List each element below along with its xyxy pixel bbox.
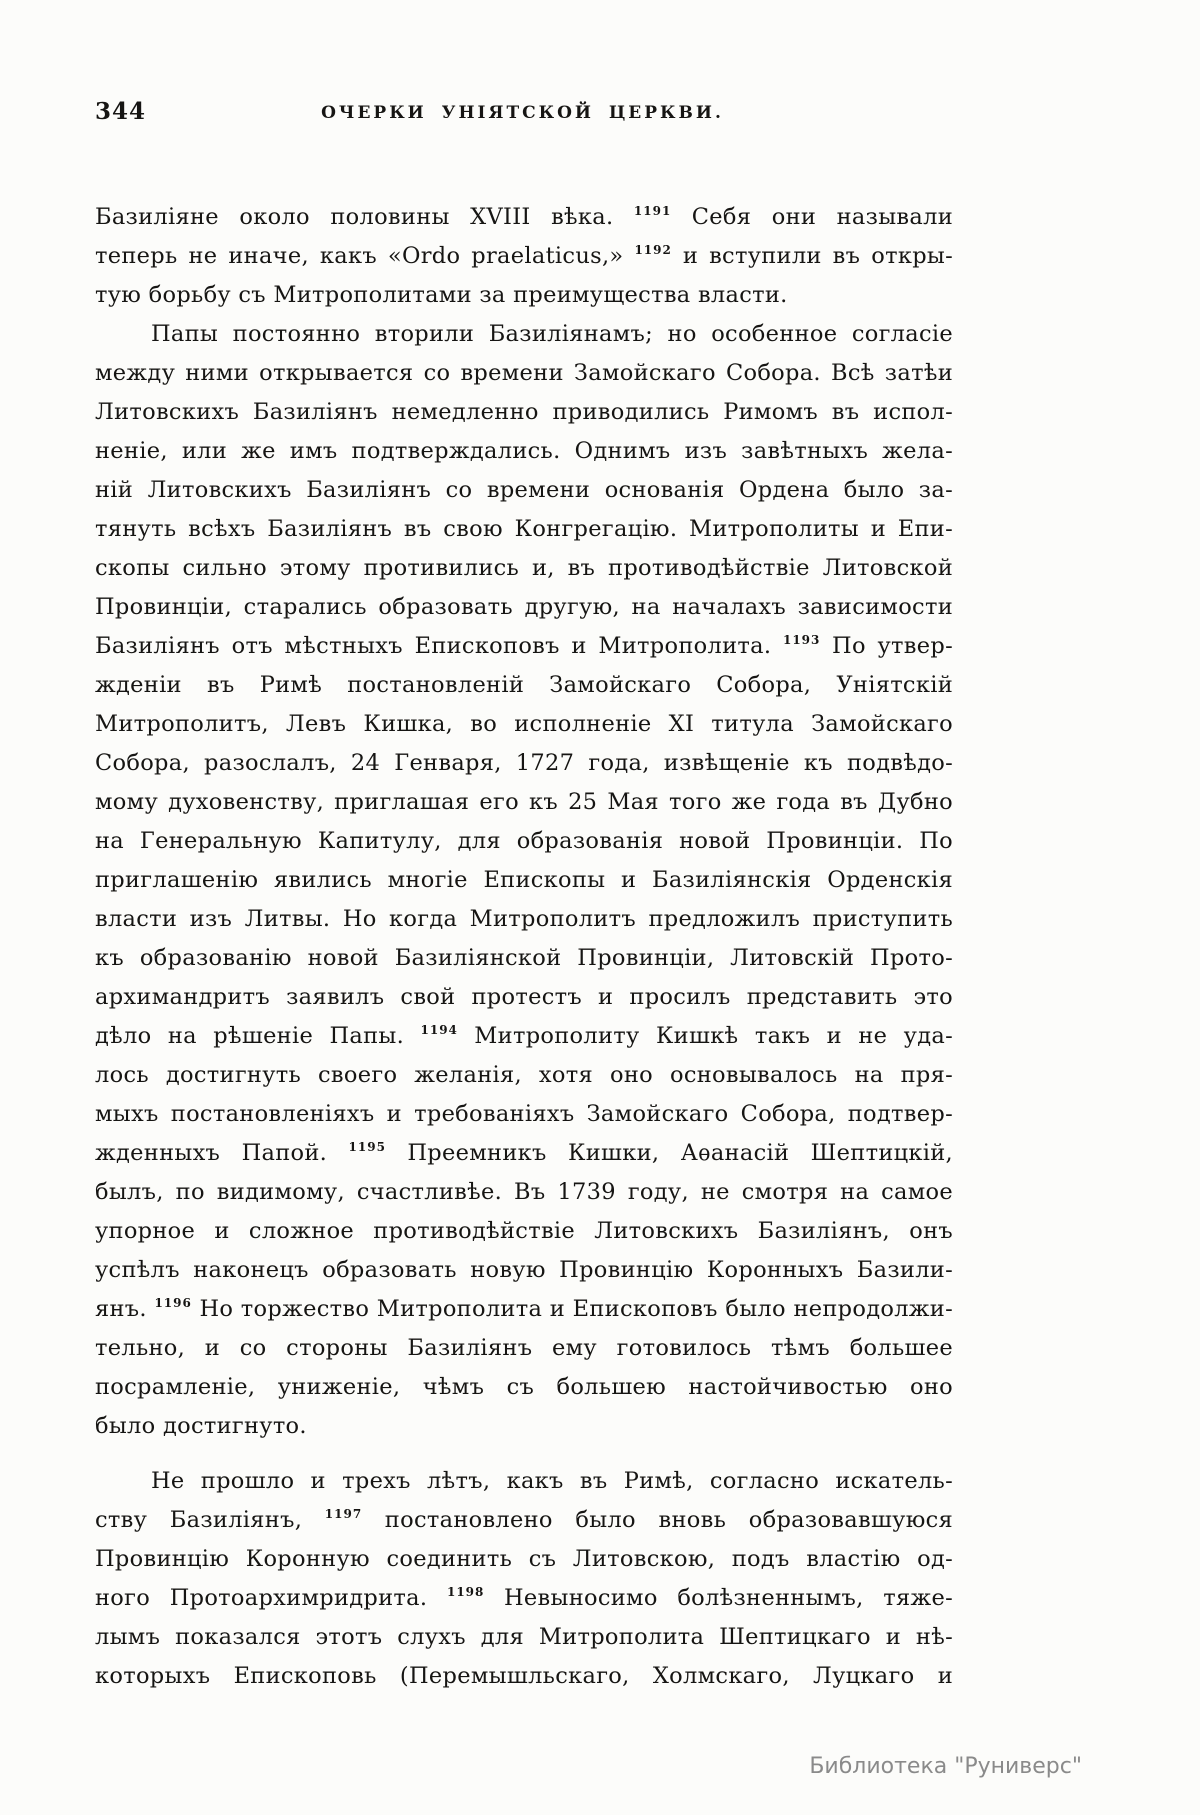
text-line: приглашенію явились многіе Епископы и Базиліянскія Орденскія xyxy=(95,867,953,893)
text-line: жденныхъ Папой. $^{1195}$ Преемникъ Кишки, Аѳанасій Шептицкій, xyxy=(95,1140,953,1166)
text-line: между ними открывается со времени Замойскаго Собора. Всѣ затѣи xyxy=(95,360,953,386)
text-line: на Генеральную Капитулу, для образованія новой Провинціи. По xyxy=(95,828,953,854)
library-watermark: Библиотека "Руниверс" xyxy=(809,1754,1082,1779)
footnote-ref: 1195 xyxy=(348,1140,386,1154)
text-line: успѣлъ наконецъ образовать новую Провинцію Коронныхъ Базили- xyxy=(95,1257,953,1283)
text-line: Базиліяне около половины XVIII вѣка. $^{1191}$ Себя они называли xyxy=(95,204,953,230)
text-line: тянуть всѣхъ Базиліянъ въ свою Конгрегацію. Митрополиты и Епи- xyxy=(95,516,953,542)
text-line: ству Базиліянъ, $^{1197}$ постановлено было вновь образовавшуюся xyxy=(95,1507,953,1533)
text-line: янъ. $^{1196}$ Но торжество Митрополита и Епископовъ было непродолжи- xyxy=(95,1296,953,1322)
footnote-ref: 1196 xyxy=(154,1296,192,1310)
footnote-ref: 1191 xyxy=(633,204,672,218)
text-line: Литовскихъ Базиліянъ немедленно приводились Римомъ въ испол- xyxy=(95,399,953,425)
footnote-ref: 1192 xyxy=(634,243,672,257)
text-line: Не прошло и трехъ лѣтъ, какъ въ Римѣ, согласно искатель- xyxy=(151,1468,953,1494)
footnote-ref: 1197 xyxy=(324,1507,363,1521)
paragraph xyxy=(95,198,953,315)
text-line: ного Протоархимридрита. $^{1198}$ Невыносимо болѣзненнымъ, тяже- xyxy=(95,1585,954,1611)
text-line: Провинцію Коронную соединить съ Литовскою, подъ властію од- xyxy=(95,1546,953,1572)
text-line: посрамленіе, униженіе, чѣмъ съ большею настойчивостью оно xyxy=(95,1374,953,1400)
text-line: Провинціи, старались образовать другую, на началахъ зависимости xyxy=(95,594,953,620)
text-line: Базиліянъ отъ мѣстныхъ Епископовъ и Митрополита. $^{1193}$ По утвер- xyxy=(95,633,953,659)
running-header: ОЧЕРКИ УНІЯТСКОЙ ЦЕРКВИ. xyxy=(321,103,724,123)
footnote-ref: 1198 xyxy=(446,1585,485,1599)
text-line: скопы сильно этому противились и, въ противодѣйствіе Литовской xyxy=(95,555,953,581)
text-line: дѣло на рѣшеніе Папы. $^{1194}$ Митрополиту Кишкѣ такъ и не уда- xyxy=(95,1023,953,1049)
text-line: тельно, и со стороны Базиліянъ ему готовилось тѣмъ большее xyxy=(95,1335,953,1361)
paragraph xyxy=(95,315,953,1446)
text-line: власти изъ Литвы. Но когда Митрополитъ предложилъ приступить xyxy=(95,906,953,932)
text-line: мыхъ постановленіяхъ и требованіяхъ Замойскаго Собора, подтвер- xyxy=(95,1101,953,1127)
footnote-ref: 1193 xyxy=(782,633,821,647)
text-line: которыхъ Епископовь (Перемышльскаго, Холмскаго, Луцкаго и xyxy=(95,1663,953,1689)
text-line: архимандритъ заявилъ свой протестъ и просилъ представить это xyxy=(95,984,953,1010)
text-line: жденіи въ Римѣ постановленій Замойскаго Собора, Уніятскій xyxy=(95,672,953,698)
text-line: мому духовенству, приглашая его къ 25 Мая того же года въ Дубно xyxy=(95,789,953,815)
text-line: лымъ показался этотъ слухъ для Митрополита Шептицкаго и нѣ- xyxy=(95,1624,953,1650)
text-line: было достигнуто. xyxy=(95,1413,307,1439)
text-line: къ образованію новой Базиліянской Провинціи, Литовскій Прото- xyxy=(95,945,953,971)
text-line: Митрополитъ, Левъ Кишка, во исполненіе XI титула Замойскаго xyxy=(95,711,953,737)
footnote-ref: 1194 xyxy=(420,1023,458,1037)
text-line: Собора, разослалъ, 24 Генваря, 1727 года, извѣщеніе къ подвѣдо- xyxy=(95,750,953,776)
text-line: ній Литовскихъ Базиліянъ со времени основанія Ордена было за- xyxy=(95,477,953,503)
text-line: лось достигнуть своего желанія, хотя оно основывалось на пря- xyxy=(95,1062,953,1088)
page-number: 344 xyxy=(95,98,147,125)
text-line: упорное и сложное противодѣйствіе Литовскихъ Базиліянъ, онъ xyxy=(95,1218,953,1244)
text-line: былъ, по видимому, счастливѣе. Въ 1739 году, не смотря на самое xyxy=(95,1179,953,1205)
text-line: теперь не иначе, какъ «Ordo praelaticus,» $^{1192}$ и вступили въ откры- xyxy=(95,243,954,269)
text-line: неніе, или же имъ подтверждались. Однимъ изъ завѣтныхъ жела- xyxy=(95,438,953,464)
paragraph xyxy=(95,1462,953,1696)
text-block xyxy=(95,198,953,1696)
text-line: Папы постоянно вторили Базиліянамъ; но особенное согласіе xyxy=(151,321,953,347)
text-line: тую борьбу съ Митрополитами за преимущества власти. xyxy=(95,282,788,308)
